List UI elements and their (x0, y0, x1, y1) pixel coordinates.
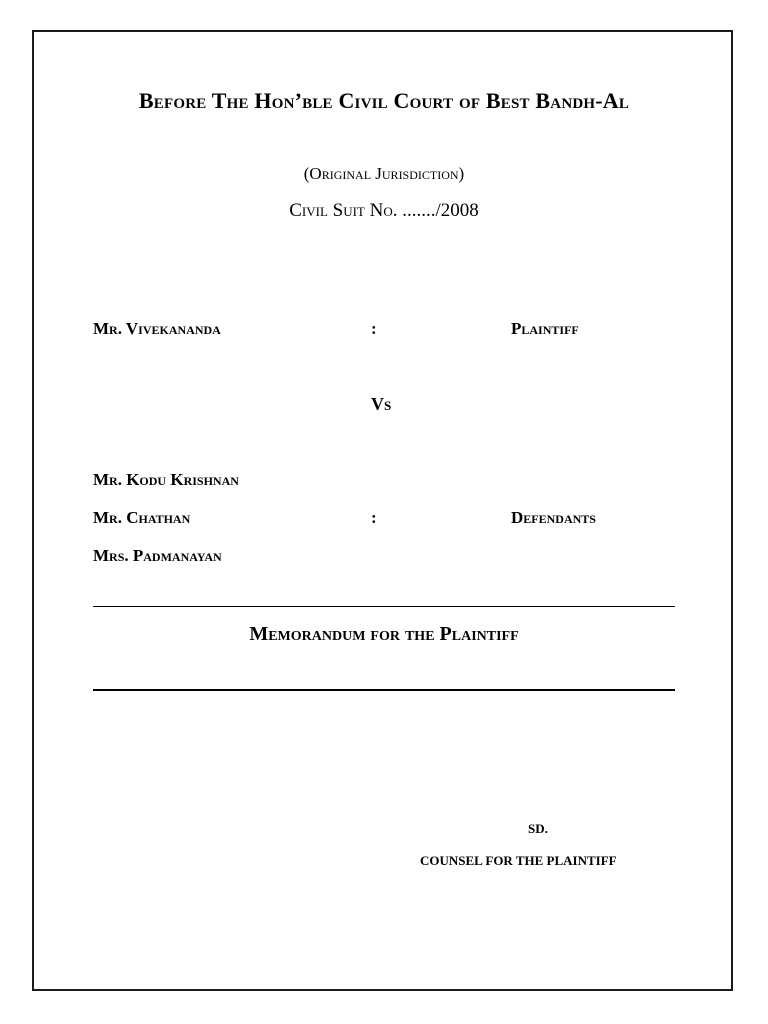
defendant-1-name: Mr. Kodu Krishnan (93, 470, 239, 489)
plaintiff-role: Plaintiff (511, 319, 579, 338)
defendant-2-name: Mr. Chathan (93, 508, 191, 527)
plaintiff-name: Mr. Vivekananda (93, 319, 221, 338)
signature-mark: SD. (528, 821, 548, 836)
divider-bottom (93, 689, 675, 691)
counsel-label: COUNSEL FOR THE PLAINTIFF (420, 853, 617, 868)
court-title: Before The Hon’ble Civil Court of Best Bandh-Al (138, 88, 630, 113)
jurisdiction-label: (Original Jurisdiction) (303, 164, 465, 183)
plaintiff-separator: : (371, 319, 377, 338)
defendant-role: Defendants (511, 508, 596, 527)
memorandum-title: Memorandum for the Plaintiff (249, 623, 519, 645)
defendant-separator: : (371, 508, 377, 527)
versus-label: Vs (371, 394, 392, 414)
suit-number: Civil Suit No. ......./2008 (289, 200, 479, 221)
defendant-3-name: Mrs. Padmanayan (93, 546, 222, 565)
divider-top (93, 606, 675, 607)
